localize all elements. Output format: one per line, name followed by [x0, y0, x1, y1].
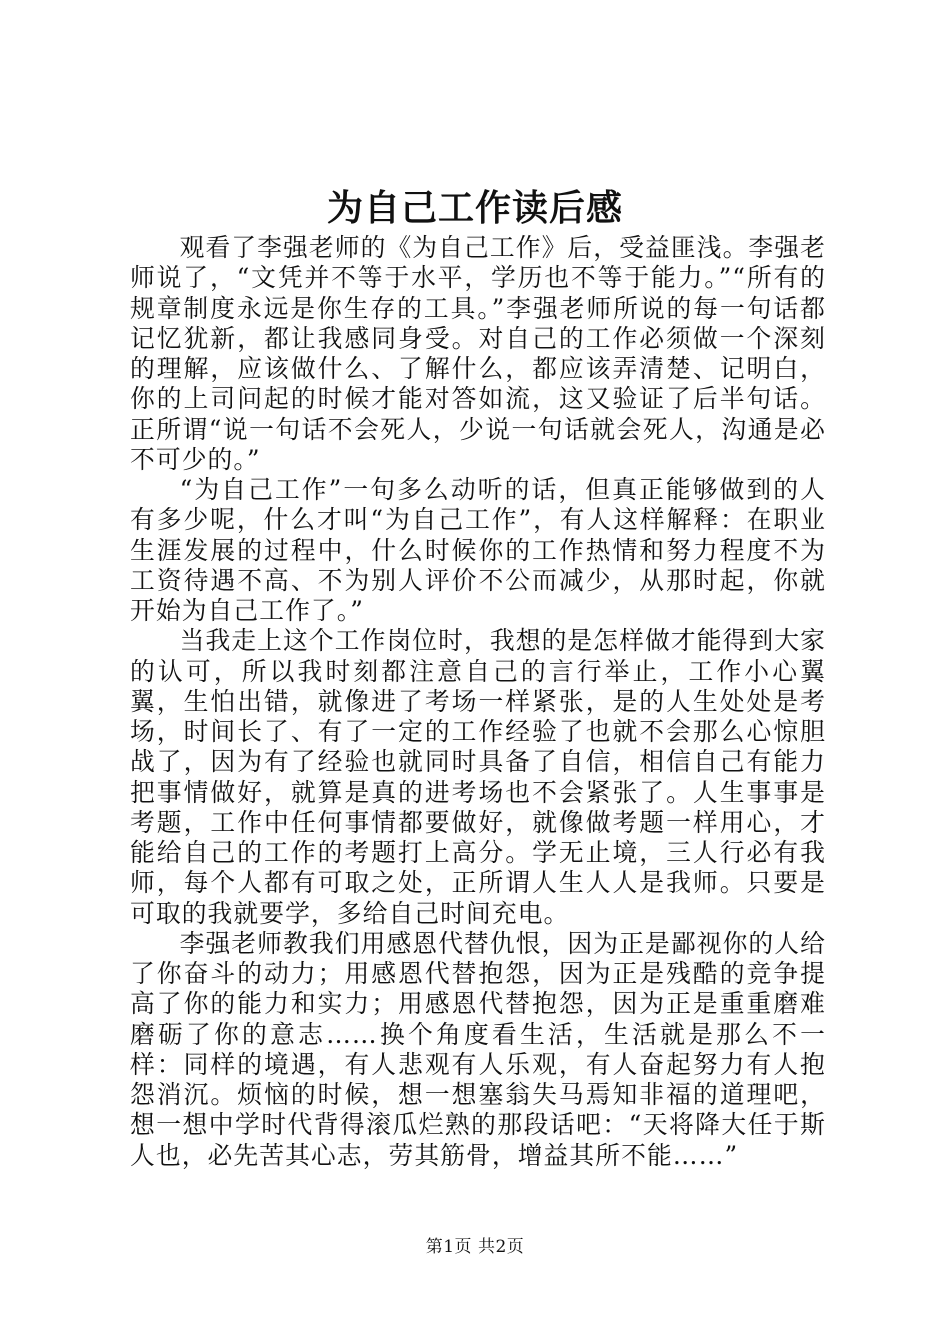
paragraph: 李强老师教我们用感恩代替仇恨，因为正是鄙视你的人给了你奋斗的动力；用感恩代替抱怨，因为正是残酷的竞争提高了你的能力和实力；用感恩代替抱怨，因为正是重重磨难磨砺了你的意志……换个角度看生活，生活就是那么不一样：同样的境遇，有人悲观有人乐观，有人奋起努力有人抱怨消沉。烦恼的时候，想一想塞翁失马焉知非福的道理吧，想一想中学时代背得滚瓜烂熟的那段话吧：“天将降大任于斯人也，必先苦其心志，劳其筋骨，增益其所不能……” [130, 928, 826, 1170]
page-number-footer: 第1页 共2页 [425, 1237, 525, 1257]
paragraph: 观看了李强老师的《为自己工作》后，受益匪浅。李强老师说了，“文凭并不等于水平，学历也不等于能力。”“所有的规章制度永远是你生存的工具。”李强老师所说的每一句话都记忆犹新，都让我感同身受。对自己的工作必须做一个深刻的理解，应该做什么、了解什么，都应该弄清楚、记明白，你的上司问起的时候才能对答如流，这又验证了后半句话。正所谓“说一句话不会死人，少说一句话就会死人，沟通是必不可少的。” [130, 233, 826, 474]
paragraph: 当我走上这个工作岗位时，我想的是怎样做才能得到大家的认可，所以我时刻都注意自己的言行举止，工作小心翼翼，生怕出错，就像进了考场一样紧张，是的人生处处是考场，时间长了、有了一定的工作经验了也就不会那么心惊胆战了，因为有了经验也就同时具备了自信，相信自己有能力把事情做好，就算是真的进考场也不会紧张了。人生事事是考题，工作中任何事情都要做好，就像做考题一样用心，才能给自己的工作的考题打上高分。学无止境，三人行必有我师，每个人都有可取之处，正所谓人生人人是我师。只要是可取的我就要学，多给自己时间充电。 [130, 626, 826, 928]
document-body [130, 233, 826, 1171]
document-title: 为自己工作读后感 [326, 187, 623, 229]
paragraph: “为自己工作”一句多么动听的话，但真正能够做到的人有多少呢，什么才叫“为自己工作”，有人这样解释：在职业生涯发展的过程中，什么时候你的工作热情和努力程度不为工资待遇不高、不为别人评价不公而减少，从那时起，你就开始为自己工作了。” [130, 475, 826, 625]
